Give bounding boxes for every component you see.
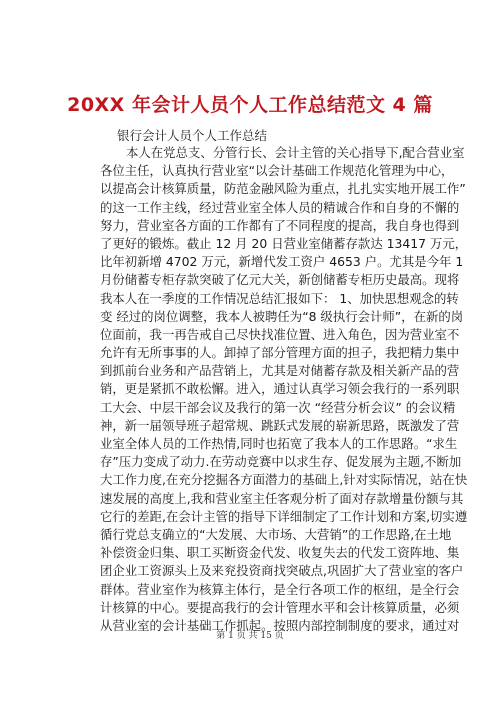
paragraph-line: 销，更是紧抓不敢松懈。进入，通过认真学习领会我行的一系列职 bbox=[100, 381, 460, 397]
paragraph-line: 本人在党总支、分管行长、会计主管的关心指导下,配合营业室 bbox=[126, 145, 465, 160]
page-footer: 第 1 页 共 15 页 bbox=[216, 631, 284, 641]
paragraph-line: 存”压力变成了动力.在劳动竞赛中以求生存、促发展为主题,不断加 bbox=[100, 454, 462, 470]
paragraph-line: 业室全体人员的工作热情,同时也拓宽了我本人的工作思路。“求生 bbox=[100, 436, 458, 451]
paragraph-line: 它行的差距,在会计主管的指导下详细制定了工作计划和方案,切实遵 bbox=[100, 508, 468, 524]
paragraph-line: 到抓前台业务和产品营销上，尤其是对储蓄存款及相关新产品的营 bbox=[100, 363, 460, 379]
paragraph-line: 月份储蓄专柜存款突破了亿元大关，新创储蓄专柜历史最高。现将 bbox=[100, 272, 460, 288]
paragraph-line: 大工作力度,在充分挖掘各方面潜力的基础上,针对实际情况，站在快 bbox=[100, 472, 468, 488]
paragraph-line: 从营业室的会计基础工作抓起。按照内部控制制度的要求，通过对 bbox=[100, 617, 460, 633]
paragraph-line: 的这一工作主线，经过营业室全体人员的精诚合作和自身的不懈的 bbox=[100, 199, 460, 215]
paragraph-line: 补偿资金归集、职工买断资金代发、收复失去的代发工资阵地、集 bbox=[100, 545, 460, 561]
paragraph-line: 神，新一届领导班子超常规、跳跃式发展的崭新思路，既激发了营 bbox=[100, 417, 460, 433]
document-title: 20XX 年会计人员个人工作总结范文 4 篇 bbox=[67, 94, 433, 116]
paragraph-line: 工大会、中层干部会议及我行的第一次 “经营分析会议” 的会议精 bbox=[100, 399, 456, 415]
paragraph-line: 允许有无所事事的人。卸掉了部分管理方面的担子，我把精力集中 bbox=[100, 345, 460, 361]
paragraph-line: 了更好的锻炼。截止 12 月 20 日营业室储蓄存款达 13417 万元， bbox=[100, 235, 468, 251]
paragraph-line: 循行党总支确立的“大发展、大市场、大营销”的工作思路,在土地 bbox=[100, 526, 452, 542]
paragraph-line: 群体。营业室作为核算主体行，是全行各项工作的枢纽，是全行会 bbox=[100, 581, 460, 597]
paragraph-line: 团企业工资源头上及来兖投资商找突破点,巩固扩大了营业室的客户 bbox=[100, 563, 464, 579]
paragraph-line: 我本人在一季度的工作情况总结汇报如下： 1、加快思想观念的转 bbox=[100, 290, 459, 306]
document-body bbox=[100, 144, 468, 635]
paragraph-line: 位面前，我一再告戒自己尽快找准位置、进入角色，因为营业室不 bbox=[100, 326, 460, 342]
paragraph-line: 以提高会计核算质量，防范金融风险为重点，扎扎实实地开展工作” bbox=[100, 181, 466, 197]
paragraph-line: 计核算的中心。要提高我行的会计管理水平和会计核算质量，必须 bbox=[100, 599, 460, 615]
paragraph-line: 各位主任，认真执行营业室“以会计基础工作规范化管理为中心， bbox=[100, 163, 454, 179]
paragraph-line: 比年初新增 4702 万元，新增代发工资户 4653 户。尤其是今年 1 bbox=[100, 254, 464, 270]
paragraph-line: 速发展的高度上,我和营业室主任客观分析了面对存款增量份额与其 bbox=[100, 490, 464, 506]
paragraph-line: 变 经过的岗位调整，我本人被聘任为“8 级执行会计师”，在新的岗 bbox=[100, 308, 464, 324]
document-subtitle: 银行会计人员个人工作总结 bbox=[117, 128, 268, 143]
paragraph-line: 努力，营业室各方面的工作都有了不同程度的提高，我自身也得到 bbox=[100, 217, 460, 233]
